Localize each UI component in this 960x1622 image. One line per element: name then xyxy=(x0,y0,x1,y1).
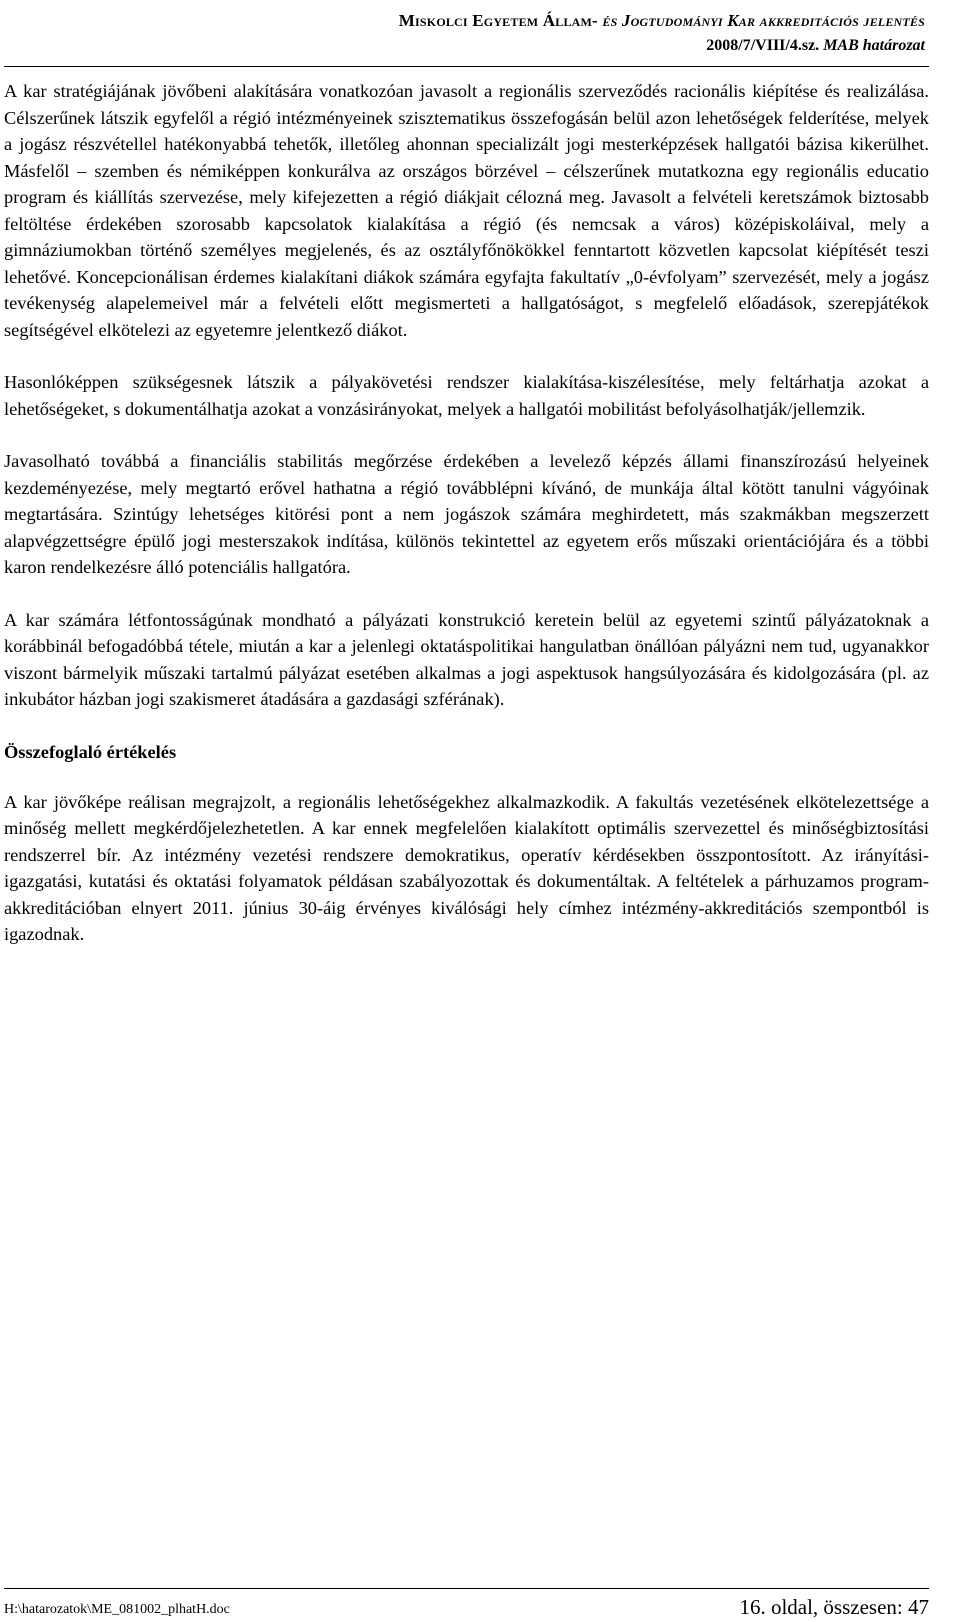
header-institution xyxy=(399,8,925,33)
summary-paragraph: A kar jövőképe reálisan megrajzolt, a regionális lehetőségekhez alkalmazkodik. A fakultás vezetésének elkötelezettsége a minőség mellett megkérdőjelezhetetlen. A kar ennek megfelelően kialakított optimális szervezettel és minőségbiztosítási rendszerrel bír. Az intézmény vezetési rendszere demokratikus, operatív kérdésekben összpontosított. Az irányítási-igazgatási, kutatási és oktatási folyamatok példásan szabályozottak és dokumentáltak. A feltételek a párhuzamos program-akkreditációban elnyert 2011. június 30-áig érvényes kiválósági hely címhez intézmény-akkreditációs szempontból is igazodnak. xyxy=(4,791,929,944)
footer-page-number: 16. oldal, összesen: 47 xyxy=(739,1595,929,1619)
header-rule xyxy=(4,66,929,67)
page-header xyxy=(399,8,925,58)
header-institution-name: Miskolci Egyetem Állam- xyxy=(398,11,603,30)
header-report-title: és Jogtudományi Kar akkreditációs jelentés xyxy=(602,11,925,30)
body-paragraph: Javasolható továbbá a financiális stabilitás megőrzése érdekében a levelező képzés állami finanszírozású helyeinek kezdeményezése, mely megtartó erővel hathatna a régió továbblépni kívánó, de munkája által kötött tanulni vágyóinak megtartására. Szintúgy lehetséges kitörési pont a nem jogászok számára meghirdetett, más szakmákban megszerzett alapvégzettségre épülő jogi mesterszakok indítása, különös tekintettel az egyetem erős műszaki orientációjára és a többi karon rendelkezésre álló potenciális hallgatóra. xyxy=(4,451,929,577)
body-paragraph: A kar számára létfontosságúnak mondható a pályázati konstrukció keretein belül az egyetemi szintű pályázatoknak a korábbinál befogadóbbá tétele, miután a kar a jelenlegi oktatáspolitikai hangulatban önállóan pályázni nem tud, ugyanakkor viszont bármelyik műszaki tartalmú pályázat esetében alkalmas a jogi aspektusok hangsúlyozására és kidolgozására (pl. az inkubátor házban jogi szakismeret átadására a gazdasági szférának). xyxy=(4,609,929,709)
page-footer xyxy=(4,1590,929,1620)
footer-rule xyxy=(4,1588,929,1589)
section-heading: Összefoglaló értékelés xyxy=(4,741,177,762)
body-paragraph: A kar stratégiájának jövőbeni alakítására vonatkozóan javasolt a regionális szerveződés racionális kiépítése és realizálása. Célszerűnek látszik egyfelől a régió intézményeinek szisztematikus összefogásán belül azon lehetőségek felderítése, melyek a jogász részvétellel hatékonyabbá tehetők, illetőleg ahonnan specializált jogi mesterképzések hallgatói bázisa kikerülhet. Másfelől – szemben és némiképpen konkurálva az országos börzével – célszerűnek mutatkozna egy regionális educatio program és kiállítás szervezése, mely kifejezetten a régió diákjait célozná meg. Javasolt a felvételi keretszámok biztosabb feltöltése érdekében szorosabb kapcsolatok kialakítása a régió (és nemcsak a város) középiskoláival, mely a gimnáziumokban történő személyes megjelenés, és az osztályfőnökökkel fenntartott közvetlen kapcsolat kiépítését teszi lehetővé. Koncepcionálisan érdemes kialakítani diákok számára egyfajta fakultatív „0-évfolyam” szervezését, mely a jogász tevékenység alapelemeivel már a felvételi előtt megismerteti a hallgatóságot, s megfelelő előadások, szerepjátékok segítségével elkötelezi az egyetemre jelentkező diákot. xyxy=(4,81,929,340)
footer-file-path: H:\hatarozatok\ME_081002_plhatH.doc xyxy=(4,1602,230,1617)
document-body xyxy=(4,78,929,974)
header-resolution-number: 2008/7/VIII/4.sz. xyxy=(706,37,824,54)
header-resolution xyxy=(399,33,925,58)
header-resolution-label: MAB határozat xyxy=(823,37,925,54)
body-paragraph: Hasonlóképpen szükségesnek látszik a pályakövetési rendszer kialakítása-kiszélesítése, mely feltárhatja azokat a lehetőségeket, s dokumentálhatja azokat a vonzásirányokat, melyek a hallgatói mobilitást befolyásolhatják/jellemzik. xyxy=(4,372,929,419)
